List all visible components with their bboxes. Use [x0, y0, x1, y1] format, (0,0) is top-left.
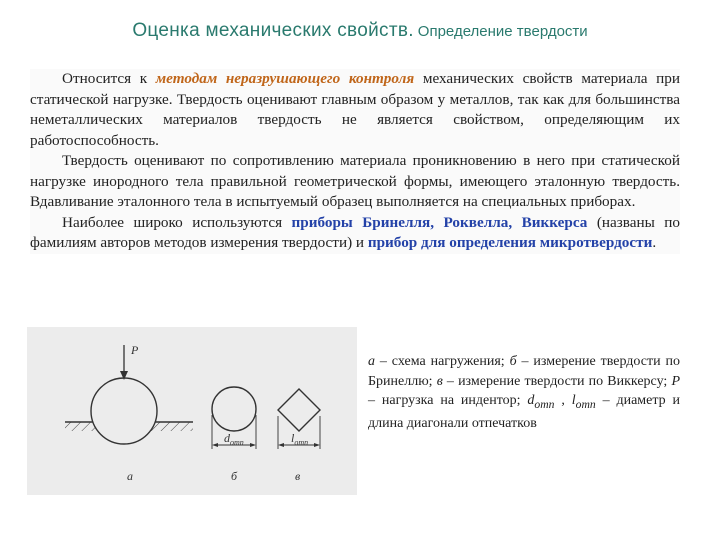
caption-tail: – диаметр и длина диагонали отпечатков	[368, 393, 681, 432]
scheme-a-loading	[65, 343, 193, 483]
scheme-v-vickers	[278, 389, 320, 483]
label-b: б	[231, 469, 238, 483]
caption-v-text: – измерение твердости по Виккерсу;	[442, 373, 672, 389]
paragraph-3	[30, 213, 680, 254]
p3-end: .	[652, 234, 657, 251]
title-sub: Определение твердости	[417, 23, 588, 40]
p3-lead: Наиболее широко используются	[62, 213, 292, 231]
dim-arrow-right-icon	[314, 443, 320, 447]
dim-arrow-right-icon	[250, 443, 256, 447]
p1-lead: Относится к	[62, 70, 156, 87]
caption-b: б	[509, 354, 517, 369]
devices-highlight: приборы Бринелля, Роквелла, Виккерса	[291, 213, 588, 231]
caption-v: в	[436, 373, 443, 389]
caption-a-text: – схема нагружения;	[375, 354, 510, 369]
indenter-ball	[91, 378, 157, 444]
brinell-d-label: $d_{отп}$	[224, 431, 244, 447]
caption-comma: ,	[554, 393, 572, 408]
dim-arrow-left-icon	[212, 443, 218, 447]
slide-title	[0, 20, 720, 42]
paragraph-2: Твердость оценивают по сопротивлению материала проникновению в него при статической нагрузке инородного тела правильной геометрической формы, имеющего эталонную твердость. Вдавливание эталонного тела в испытуемый образец выполняется на специальных приборах.	[30, 152, 680, 210]
p1-rest: механических свойств материала при статической нагрузке. Твердость оценивают главным образом у металлов, так как для большинства неметаллических материалов твердость не является свойством, определяющим их работоспособность.	[30, 70, 680, 149]
p3-mid: (названы по фамилиям авторов методов измерения твердости) и	[30, 213, 680, 251]
figure-drawing	[27, 327, 357, 495]
load-label: P	[131, 343, 139, 357]
brinell-imprint-circle	[212, 387, 256, 431]
caption-a: а	[368, 354, 375, 369]
vickers-imprint-diamond	[278, 389, 320, 431]
dim-arrow-left-icon	[278, 443, 284, 447]
microhardness-highlight: прибор для определения микротвердости	[367, 234, 653, 251]
caption-l-sub: отп	[575, 397, 596, 411]
ndt-method-highlight: методам неразрушающего контроля	[155, 70, 415, 87]
vickers-l-label: $l_{отп}$	[291, 431, 309, 447]
caption-p: P	[671, 373, 680, 389]
caption-b-text: – измерение твердости по Бринеллю;	[368, 354, 680, 389]
caption-d: d	[527, 393, 535, 408]
text-block	[30, 69, 680, 254]
hardness-test-figure	[27, 327, 357, 495]
figure-caption	[368, 352, 680, 434]
title-main: Оценка механических свойств.	[132, 20, 414, 41]
label-a: а	[127, 469, 133, 483]
caption-d-sub: отп	[534, 397, 555, 411]
paragraph-1	[30, 69, 680, 151]
scheme-b-brinell	[212, 387, 256, 483]
label-v: в	[295, 469, 301, 483]
caption-p-text: – нагрузка на индентор;	[368, 393, 528, 408]
caption-l: l	[571, 393, 576, 408]
